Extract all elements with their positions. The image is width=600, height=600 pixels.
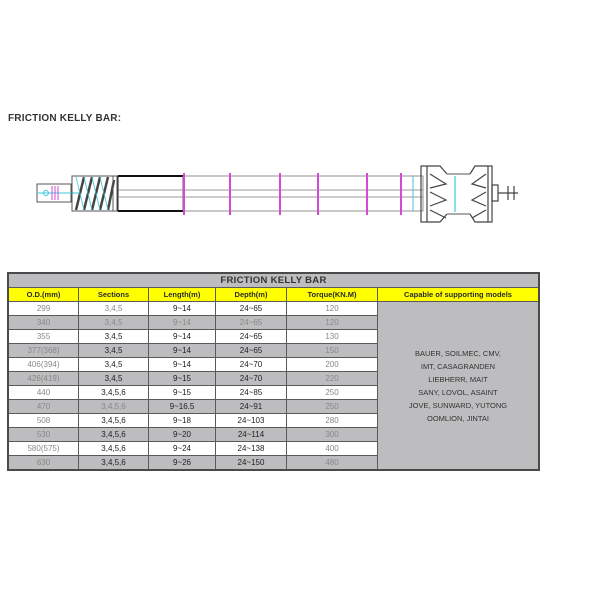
- cell-depth: 24~103: [216, 414, 287, 428]
- cell-depth: 24~65: [216, 330, 287, 344]
- cell-od: 377(368): [8, 344, 79, 358]
- cell-depth: 24~150: [216, 456, 287, 471]
- cell-sections: 3,4,5: [79, 316, 149, 330]
- cell-torque: 220: [287, 372, 378, 386]
- cell-models: [378, 302, 540, 471]
- cell-length: 9~18: [149, 414, 216, 428]
- cell-torque: 480: [287, 456, 378, 471]
- cell-sections: 3,4,5,6: [79, 442, 149, 456]
- cell-depth: 24~65: [216, 344, 287, 358]
- cell-length: 9~16.5: [149, 400, 216, 414]
- cell-sections: 3,4,5,6: [79, 428, 149, 442]
- table-row: [8, 302, 539, 316]
- cell-od: 340: [8, 316, 79, 330]
- cell-torque: 250: [287, 386, 378, 400]
- cell-torque: 250: [287, 400, 378, 414]
- cell-od: 630: [8, 456, 79, 471]
- cell-length: 9~14: [149, 330, 216, 344]
- cell-length: 9~26: [149, 456, 216, 471]
- model-line: LIEBHERR, MAIT: [428, 374, 488, 384]
- col-depth: Depth(m): [216, 288, 287, 302]
- cell-depth: 24~65: [216, 316, 287, 330]
- cell-od: 299: [8, 302, 79, 316]
- cell-length: 9~15: [149, 386, 216, 400]
- col-od: O.D.(mm): [8, 288, 79, 302]
- table-title: FRICTION KELLY BAR: [8, 273, 539, 288]
- model-line: SANY, LOVOL, ASAINT: [418, 387, 498, 397]
- col-length: Length(m): [149, 288, 216, 302]
- cell-sections: 3,4,5: [79, 330, 149, 344]
- col-models: Capable of supporting models: [378, 288, 540, 302]
- cell-od: 355: [8, 330, 79, 344]
- section-heading: FRICTION KELLY BAR:: [8, 113, 122, 124]
- cell-torque: 130: [287, 330, 378, 344]
- cell-depth: 24~138: [216, 442, 287, 456]
- cell-depth: 24~85: [216, 386, 287, 400]
- cell-od: 580(575): [8, 442, 79, 456]
- model-line: JOVE, SUNWARD, YUTONG: [408, 400, 508, 410]
- cell-torque: 150: [287, 344, 378, 358]
- cell-depth: 24~114: [216, 428, 287, 442]
- cell-sections: 3,4,5,6: [79, 414, 149, 428]
- cell-torque: 200: [287, 358, 378, 372]
- cell-length: 9~24: [149, 442, 216, 456]
- cell-sections: 3,4,5: [79, 358, 149, 372]
- friction-kelly-bar-table: [7, 272, 540, 471]
- cell-depth: 24~65: [216, 302, 287, 316]
- cell-od: 426(419): [8, 372, 79, 386]
- cell-sections: 3,4,5: [79, 344, 149, 358]
- spring-icon: [72, 176, 118, 211]
- kelly-head-icon: [421, 166, 518, 222]
- cell-length: 9~14: [149, 344, 216, 358]
- drive-end-icon: [37, 184, 80, 202]
- col-sections: Sections: [79, 288, 149, 302]
- model-line: IMT, CASAGRANDEN: [420, 361, 496, 371]
- cell-depth: 24~70: [216, 358, 287, 372]
- model-line: OOMLION, JINTAI: [427, 413, 489, 423]
- cell-sections: 3,4,5,6: [79, 456, 149, 471]
- cell-torque: 300: [287, 428, 378, 442]
- kelly-bar-drawing: [0, 140, 600, 250]
- cell-length: 9~14: [149, 302, 216, 316]
- cell-torque: 120: [287, 316, 378, 330]
- cell-sections: 3,4,5,6: [79, 386, 149, 400]
- cell-length: 9~14: [149, 316, 216, 330]
- cell-sections: 3,4,5: [79, 302, 149, 316]
- cell-depth: 24~70: [216, 372, 287, 386]
- model-line: BAUER, SOILMEC, CMV,: [415, 348, 501, 358]
- cell-sections: 3,4,5,6: [79, 400, 149, 414]
- cell-od: 406(394): [8, 358, 79, 372]
- cell-torque: 280: [287, 414, 378, 428]
- cell-length: 9~14: [149, 358, 216, 372]
- cell-torque: 400: [287, 442, 378, 456]
- cell-od: 440: [8, 386, 79, 400]
- cell-od: 470: [8, 400, 79, 414]
- cell-od: 530: [8, 428, 79, 442]
- cell-depth: 24~91: [216, 400, 287, 414]
- header-row: [8, 288, 539, 302]
- cell-length: 9~20: [149, 428, 216, 442]
- cell-length: 9~15: [149, 372, 216, 386]
- cell-sections: 3,4,5: [79, 372, 149, 386]
- col-torque: Torque(KN.M): [287, 288, 378, 302]
- cell-od: 508: [8, 414, 79, 428]
- cell-torque: 120: [287, 302, 378, 316]
